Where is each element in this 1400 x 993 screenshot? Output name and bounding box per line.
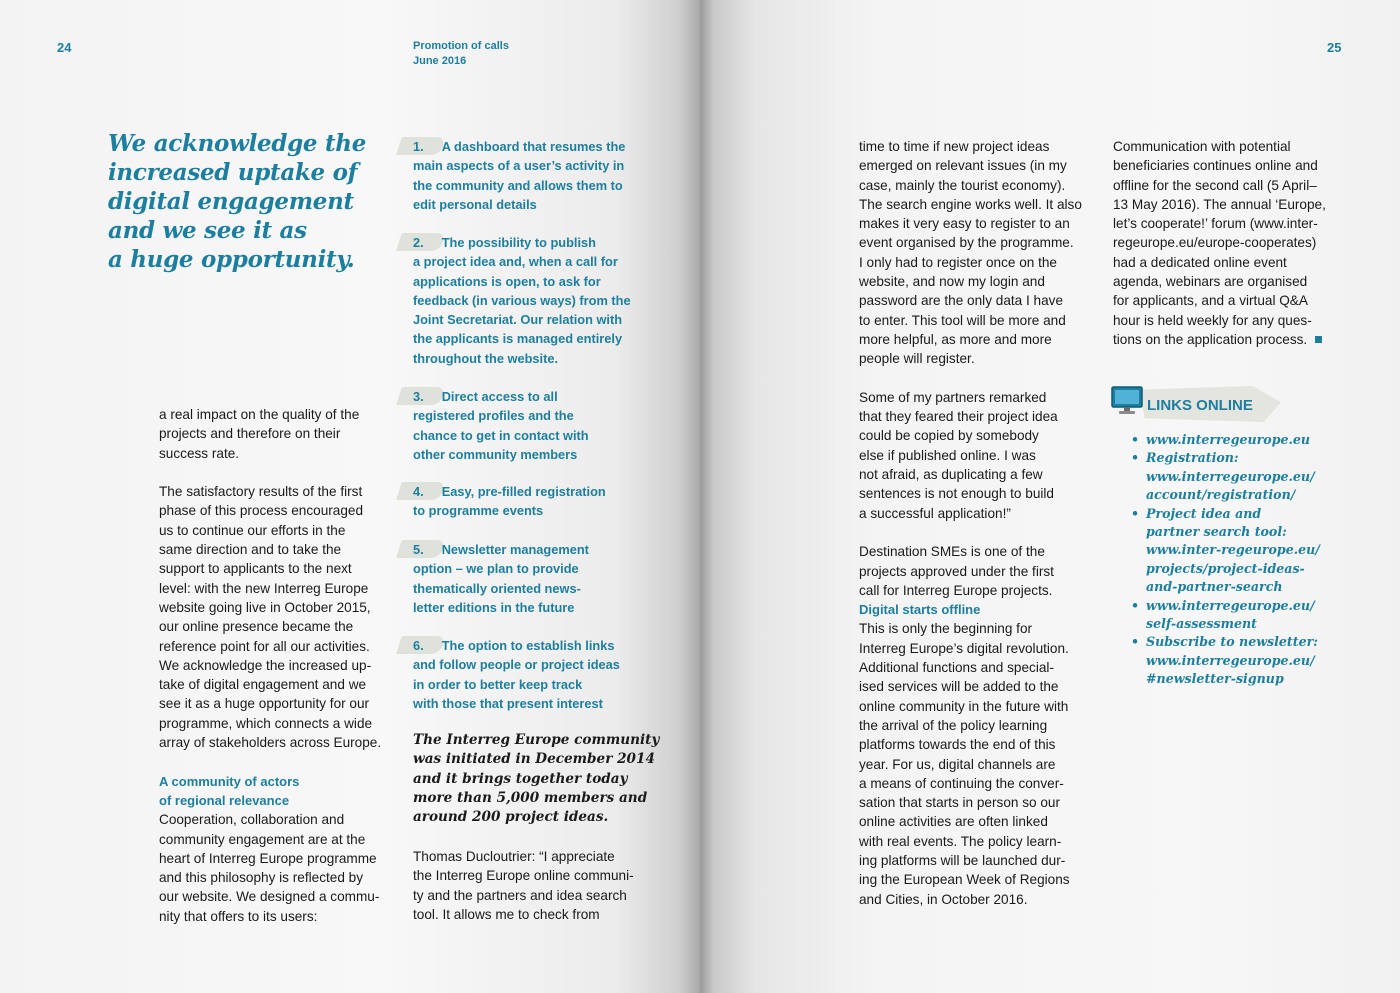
monitor-icon xyxy=(1111,386,1143,416)
feature-item-4 xyxy=(413,482,653,521)
subhead-line: A community of actors xyxy=(159,773,300,789)
text-line: The search engine works well. It also xyxy=(859,196,1082,212)
link-line: www.inter-regeurope.eu/ xyxy=(1146,542,1320,558)
page-number-right: 25 xyxy=(1327,40,1342,55)
pull-quote-line: We acknowledge the xyxy=(108,130,367,157)
text-line: sation that starts in person so our xyxy=(859,795,1060,811)
text-line: Some of my partners remarked xyxy=(859,389,1047,405)
text-line: Thomas Ducloutrier: “I appreciate xyxy=(413,849,615,864)
text-line: Additional functions and special- xyxy=(859,660,1054,676)
highlight-line: was initiated in December 2014 xyxy=(413,751,655,768)
text-line: The satisfactory results of the first xyxy=(159,484,363,500)
running-head-title: Promotion of calls xyxy=(413,40,509,52)
feature-line: chance to get in contact with xyxy=(413,427,589,443)
highlight-line: The Interreg Europe community xyxy=(413,732,660,748)
text-line: ty and the partners and idea search xyxy=(413,887,627,903)
feature-item-1 xyxy=(413,137,653,214)
highlight-line: around 200 project ideas. xyxy=(413,809,609,826)
feature-line: with those that present interest xyxy=(413,695,603,711)
feature-line: throughout the website. xyxy=(413,350,559,366)
text-line: Communication with potential xyxy=(1113,139,1291,154)
text-line: support to applicants to the next xyxy=(159,561,352,577)
text-line: year. For us, digital channels are xyxy=(859,756,1056,772)
text-line: the arrival of the policy learning xyxy=(859,717,1048,733)
link-line: www.interregeurope.eu/ xyxy=(1146,597,1315,613)
text-line: success rate. xyxy=(159,445,240,461)
text-line: projects and therefore on their xyxy=(159,426,341,442)
text-line: ised services will be added to the xyxy=(859,679,1059,695)
text-line: projects approved under the first xyxy=(859,563,1054,579)
text-line: beneficiaries continues online and xyxy=(1113,158,1318,174)
link-line: self-assessment xyxy=(1146,616,1257,632)
text-line: tool. It allows me to check from xyxy=(413,906,600,922)
link-item[interactable]: • www.interregeurope.eu xyxy=(1131,431,1331,449)
text-line: hour is held weekly for any ques- xyxy=(1113,312,1312,328)
text-line: had a dedicated online event xyxy=(1113,254,1287,270)
feature-line: registered profiles and the xyxy=(413,408,574,424)
feature-line: Easy, pre-filled registration xyxy=(441,484,606,499)
section-subhead: Digital starts offline xyxy=(859,602,981,618)
text-line: platforms towards the end of this xyxy=(859,737,1056,753)
link-line: account/registration/ xyxy=(1146,487,1296,503)
link-item[interactable]: • www.interregeurope.eu/ self-assessment xyxy=(1131,597,1331,634)
paragraph xyxy=(159,405,399,463)
left-column-text xyxy=(159,405,399,926)
text-line: online community in the future with xyxy=(859,698,1069,714)
text-line: sentences is not enough to build xyxy=(859,486,1054,502)
text-line: regeurope.eu/europe-cooperates) xyxy=(1113,235,1317,251)
text-line: ing platforms will be launched dur- xyxy=(859,852,1066,868)
running-head-date: June 2016 xyxy=(413,55,467,67)
feature-number: 2. xyxy=(413,235,424,250)
feature-item-5 xyxy=(413,540,653,617)
paragraph xyxy=(159,810,399,926)
text-line: heart of Interreg Europe programme xyxy=(159,850,377,866)
text-line: Destination SMEs is one of the xyxy=(859,544,1045,560)
pull-quote xyxy=(108,129,398,274)
pull-quote-line: increased uptake of xyxy=(108,159,358,186)
feature-number: 3. xyxy=(413,389,424,404)
text-line: a successful application!” xyxy=(859,505,1011,521)
feature-item-2 xyxy=(413,233,653,368)
text-line: array of stakeholders across Europe. xyxy=(159,735,382,751)
link-line: www.interregeurope.eu/ xyxy=(1146,652,1315,668)
highlight-line: more than 5,000 members and xyxy=(413,789,648,806)
feature-line: Joint Secretariat. Our relation with xyxy=(413,312,623,328)
feature-line: and follow people or project ideas xyxy=(413,657,620,673)
text-line: Cooperation, collaboration and xyxy=(159,812,345,828)
right-column-2-text xyxy=(1113,137,1353,349)
feature-number: 1. xyxy=(413,139,424,154)
text-line: makes it very easy to register to an xyxy=(859,216,1070,232)
feature-number: 4. xyxy=(413,484,424,499)
subhead-line: of regional relevance xyxy=(159,792,290,808)
feature-line: feedback (in various ways) from the xyxy=(413,292,631,308)
link-line: Project idea and xyxy=(1146,505,1262,521)
feature-number: 5. xyxy=(413,542,424,557)
link-line: Registration: xyxy=(1146,450,1239,466)
link-item[interactable]: • Subscribe to newsletter: www.interregeurope.eu/ #newsletter-signup xyxy=(1131,633,1331,688)
page-number-left: 24 xyxy=(57,40,72,55)
text-line: tions on the application process. xyxy=(1113,331,1308,347)
text-line: our website. We designed a commu- xyxy=(159,889,380,905)
feature-line: main aspects of a user’s activity in xyxy=(413,158,625,174)
text-line: let’s cooperate!’ forum (www.inter- xyxy=(1113,216,1318,232)
links-list xyxy=(1131,431,1331,689)
link-item[interactable]: • Registration: www.interregeurope.eu/ account/registration/ xyxy=(1131,449,1331,504)
feature-line: to programme events xyxy=(413,503,544,519)
text-line: agenda, webinars are organised xyxy=(1113,274,1308,290)
text-line: same direction and to take the xyxy=(159,542,342,558)
text-line: Interreg Europe’s digital revolution. xyxy=(859,640,1069,656)
text-line: 13 May 2016). The annual ‘Europe, xyxy=(1113,196,1326,212)
paragraph xyxy=(159,482,399,752)
feature-line: Newsletter management xyxy=(441,542,589,557)
text-line: and this philosophy is reflected by xyxy=(159,870,364,886)
text-line: ing the European Week of Regions xyxy=(859,872,1070,888)
feature-line: The possibility to publish xyxy=(441,235,596,250)
text-line: level: with the new Interreg Europe xyxy=(159,580,369,596)
text-line: more helpful, as more and more xyxy=(859,331,1052,347)
feature-item-3 xyxy=(413,387,653,464)
feature-line: option – we plan to provide xyxy=(413,561,579,577)
text-line: website going live in October 2015, xyxy=(159,599,371,615)
text-line: community engagement are at the xyxy=(159,831,366,847)
text-line: reference point for all our activities. xyxy=(159,638,370,654)
link-line: #newsletter-signup xyxy=(1146,671,1284,687)
paragraph xyxy=(859,619,1099,908)
pull-quote-line: and we see it as xyxy=(108,217,307,244)
text-line: for applicants, and a virtual Q&A xyxy=(1113,293,1308,309)
end-of-article-mark xyxy=(1315,336,1322,343)
link-line: partner search tool: xyxy=(1146,524,1287,540)
text-line: our online presence became the xyxy=(159,619,354,635)
running-head xyxy=(413,39,509,69)
section-subhead xyxy=(159,772,399,811)
feature-number: 6. xyxy=(413,638,424,653)
highlight-line: and it brings together today xyxy=(413,770,628,787)
text-line: online activities are often linked xyxy=(859,814,1048,830)
link-item[interactable]: • Project idea and partner search tool: www.inter-regeurope.eu/ projects/project-ideas- and-partner-search xyxy=(1131,505,1331,597)
text-line: nity that offers to its users: xyxy=(159,908,318,924)
link-line: Subscribe to newsletter: xyxy=(1146,634,1318,650)
pull-quote-line: a huge opportunity. xyxy=(108,246,355,273)
text-line: that they feared their project idea xyxy=(859,409,1058,425)
feature-line: thematically oriented news- xyxy=(413,580,581,596)
feature-line: in order to better keep track xyxy=(413,676,583,692)
feature-line: applications is open, to ask for xyxy=(413,273,601,289)
text-line: a real impact on the quality of the xyxy=(159,407,360,422)
testimonial-start xyxy=(413,847,663,924)
link-line: www.interregeurope.eu/ xyxy=(1146,468,1315,484)
text-line: emerged on relevant issues (in my xyxy=(859,158,1067,174)
link-line: www.interregeurope.eu xyxy=(1146,432,1311,447)
text-line: could be copied by somebody xyxy=(859,428,1039,444)
text-line: offline for the second call (5 April– xyxy=(1113,177,1317,193)
text-line: see it as a huge opportunity for our xyxy=(159,696,370,712)
text-line: phase of this process encouraged xyxy=(159,503,364,519)
text-line: us to continue our efforts in the xyxy=(159,522,346,538)
text-line: people will register. xyxy=(859,351,975,367)
feature-line: other community members xyxy=(413,446,578,462)
text-line: We acknowledge the increased up- xyxy=(159,657,372,673)
link-line: and-partner-search xyxy=(1146,579,1283,595)
text-line: to enter. This tool will be more and xyxy=(859,312,1066,328)
text-line: I only had to register once on the xyxy=(859,254,1057,270)
text-line: and Cities, in October 2016. xyxy=(859,891,1028,907)
text-line: website, and now my login and xyxy=(859,274,1045,290)
feature-line: Direct access to all xyxy=(441,389,558,404)
pull-quote-line: digital engagement xyxy=(108,188,354,215)
feature-line: a project idea and, when a call for xyxy=(413,254,618,270)
links-online-header xyxy=(1111,384,1281,424)
text-line: else if published online. I was xyxy=(859,447,1036,463)
feature-line: edit personal details xyxy=(413,196,537,212)
text-line: with real events. The policy learn- xyxy=(859,833,1062,849)
text-line: time to time if new project ideas xyxy=(859,139,1050,154)
text-line: a means of continuing the conver- xyxy=(859,775,1064,791)
links-online-title: LINKS ONLINE xyxy=(1147,397,1253,414)
text-line: not afraid, as duplicating a few xyxy=(859,467,1043,483)
right-column-1-text xyxy=(859,137,1099,909)
feature-line: letter editions in the future xyxy=(413,599,575,615)
text-line: case, mainly the tourist economy). xyxy=(859,177,1066,193)
feature-line: The option to establish links xyxy=(441,638,615,653)
feature-line: the applicants is managed entirely xyxy=(413,331,623,347)
community-highlight xyxy=(413,731,663,827)
feature-line: A dashboard that resumes the xyxy=(441,139,626,154)
link-line: projects/project-ideas- xyxy=(1146,560,1305,576)
text-line: event organised by the programme. xyxy=(859,235,1074,251)
text-line: call for Interreg Europe projects. xyxy=(859,582,1053,598)
text-line: programme, which connects a wide xyxy=(159,715,373,731)
text-line: take of digital engagement and we xyxy=(159,677,367,693)
text-line: the Interreg Europe online communi- xyxy=(413,868,634,884)
paragraph xyxy=(859,388,1099,523)
paragraph xyxy=(859,137,1099,369)
paragraph xyxy=(859,542,1099,600)
feature-item-6 xyxy=(413,636,653,713)
text-line: This is only the beginning for xyxy=(859,621,1033,637)
text-line: password are the only data I have xyxy=(859,293,1064,309)
feature-line: the community and allows them to xyxy=(413,177,623,193)
